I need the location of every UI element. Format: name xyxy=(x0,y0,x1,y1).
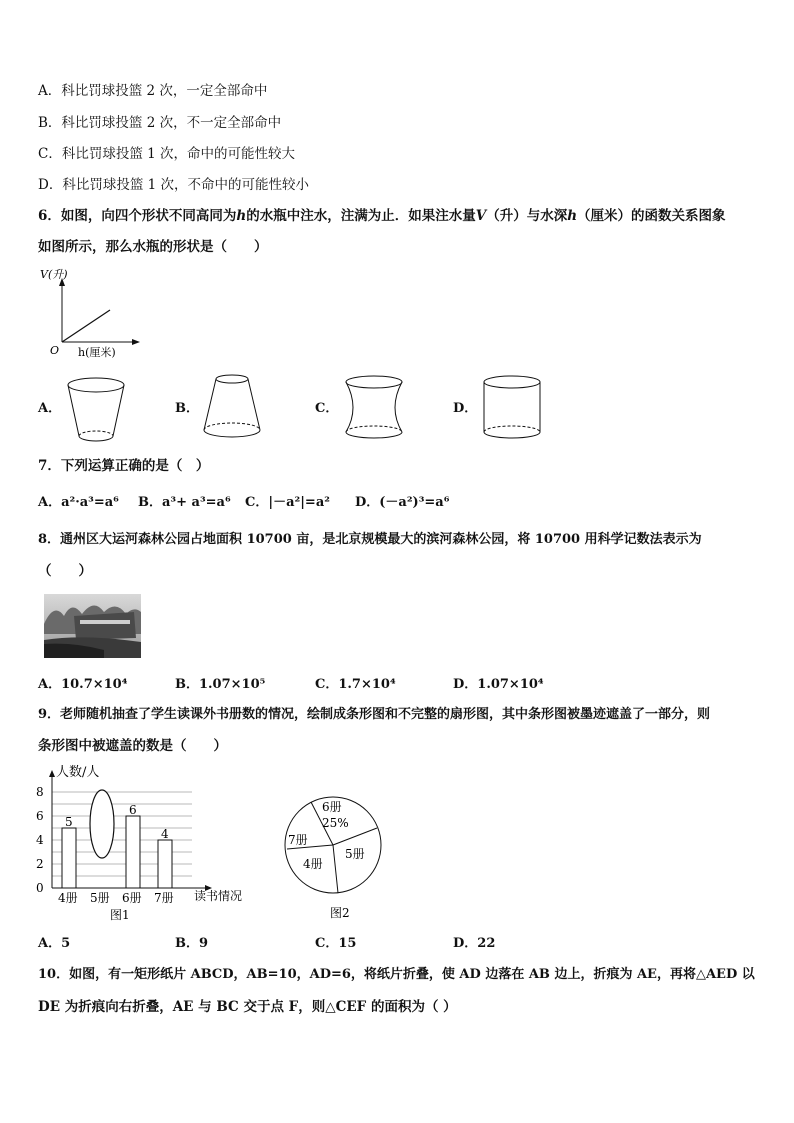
bar-value-label: 6 xyxy=(129,803,137,817)
bottle-d-icon xyxy=(480,372,544,444)
q8-stem-line1: 8．通州区大运河森林公园占地面积 10700 亩，是北京规模最大的滨河森林公园，将 10700 用科学记数法表示为 xyxy=(38,532,702,547)
q9-option-b: B．9 xyxy=(175,936,209,951)
ink-blot xyxy=(90,790,114,858)
q7-option-b: B．a³+ a³=a⁶ xyxy=(138,495,231,510)
graph-x-label: h(厘米) xyxy=(78,346,116,359)
q7-option-c: C．|－a²|=a² xyxy=(245,495,330,510)
q5-option-d: D．科比罚球投篮 1 次，不命中的可能性较小 xyxy=(38,177,309,193)
park-photo xyxy=(44,594,141,658)
q8-option-c: C．1.7×10⁴ xyxy=(315,677,396,692)
q6-option-d: D． xyxy=(453,401,478,416)
bar-ytick-label: 2 xyxy=(36,857,44,871)
graph-origin: O xyxy=(50,344,60,357)
bar-chart xyxy=(30,764,260,928)
bar xyxy=(158,840,172,888)
q5-option-a: A．科比罚球投篮 2 次，一定全部命中 xyxy=(38,83,268,99)
bottle-b-icon xyxy=(200,372,264,444)
pie-label-5: 5册 xyxy=(345,847,365,861)
q6-volume-graph xyxy=(36,266,156,362)
q5-option-c: C．科比罚球投篮 1 次，命中的可能性较大 xyxy=(38,146,296,162)
graph-y-label: V(升) xyxy=(40,268,68,281)
bar-category-label: 5册 xyxy=(90,891,110,905)
pie-label-25pct: 25% xyxy=(322,816,349,830)
bar-value-label: 5 xyxy=(65,815,73,829)
q6-option-a: A． xyxy=(38,401,62,416)
q9-option-a: A．5 xyxy=(38,936,71,951)
q7-option-a: A．a²·a³=a⁶ xyxy=(38,495,119,510)
q8-option-a: A．10.7×10⁴ xyxy=(38,677,128,692)
q8-option-d: D．1.07×10⁴ xyxy=(453,677,544,692)
q6-option-c: C． xyxy=(315,401,339,416)
q6-option-b: B． xyxy=(175,401,199,416)
q10-stem-line2: DE 为折痕向右折叠，AE 与 BC 交于点 F，则△CEF 的面积为（ ） xyxy=(38,999,457,1015)
q7-option-d: D．(－a²)³=a⁶ xyxy=(355,495,450,510)
bar-ytick-label: 0 xyxy=(36,881,44,895)
q6-stem-line1: 6．如图，向四个形状不同高同为h的水瓶中注水，注满为止．如果注水量V（升）与水深h（厘米）的函数关系图象 xyxy=(38,208,726,224)
bar xyxy=(126,816,140,888)
bar-ytick-label: 4 xyxy=(36,833,44,847)
q9-option-d: D．22 xyxy=(453,936,496,951)
q7-stem: 7．下列运算正确的是（ ） xyxy=(38,458,210,474)
q8-option-b: B．1.07×10⁵ xyxy=(175,677,266,692)
q9-option-c: C．15 xyxy=(315,936,357,951)
pie-label-7: 7册 xyxy=(288,833,308,847)
pie-chart-caption: 图2 xyxy=(330,906,350,920)
q10-stem-line1: 10．如图，有一矩形纸片 ABCD，AB=10，AD=6，将纸片折叠，使 AD 边落在 AB 边上，折痕为 AE，再将△AED 以 xyxy=(38,967,755,982)
q5-option-b: B．科比罚球投篮 2 次，不一定全部命中 xyxy=(38,115,282,131)
bar-chart-caption: 图1 xyxy=(110,908,130,922)
q9-stem-line2: 条形图中被遮盖的数是（ ） xyxy=(38,738,227,754)
q8-stem-line2: （ ） xyxy=(38,563,92,579)
bottle-a-icon xyxy=(64,374,128,446)
bar-ytick-label: 6 xyxy=(36,809,44,823)
pie-label-6: 6册 xyxy=(322,800,342,814)
q6-stem-line2: 如图所示，那么水瓶的形状是（ ） xyxy=(38,239,268,255)
q9-stem-line1: 9．老师随机抽查了学生读课外书册数的情况，绘制成条形图和不完整的扇形图，其中条形图被墨迹遮盖了一部分，则 xyxy=(38,707,711,722)
bar-chart-ylabel: 人数/人 xyxy=(56,765,100,780)
bar-category-label: 4册 xyxy=(58,891,78,905)
bar-value-label: 4 xyxy=(161,827,169,841)
bottle-c-icon xyxy=(342,372,406,444)
bar-category-label: 7册 xyxy=(154,891,174,905)
bar-category-label: 6册 xyxy=(122,891,142,905)
bar-y-arrow xyxy=(49,770,55,777)
pie-label-4: 4册 xyxy=(303,857,323,871)
bar xyxy=(62,828,76,888)
bar-ytick-label: 8 xyxy=(36,785,44,799)
bar-chart-xlabel: 读书情况 xyxy=(194,889,243,903)
pie-chart xyxy=(282,788,392,922)
